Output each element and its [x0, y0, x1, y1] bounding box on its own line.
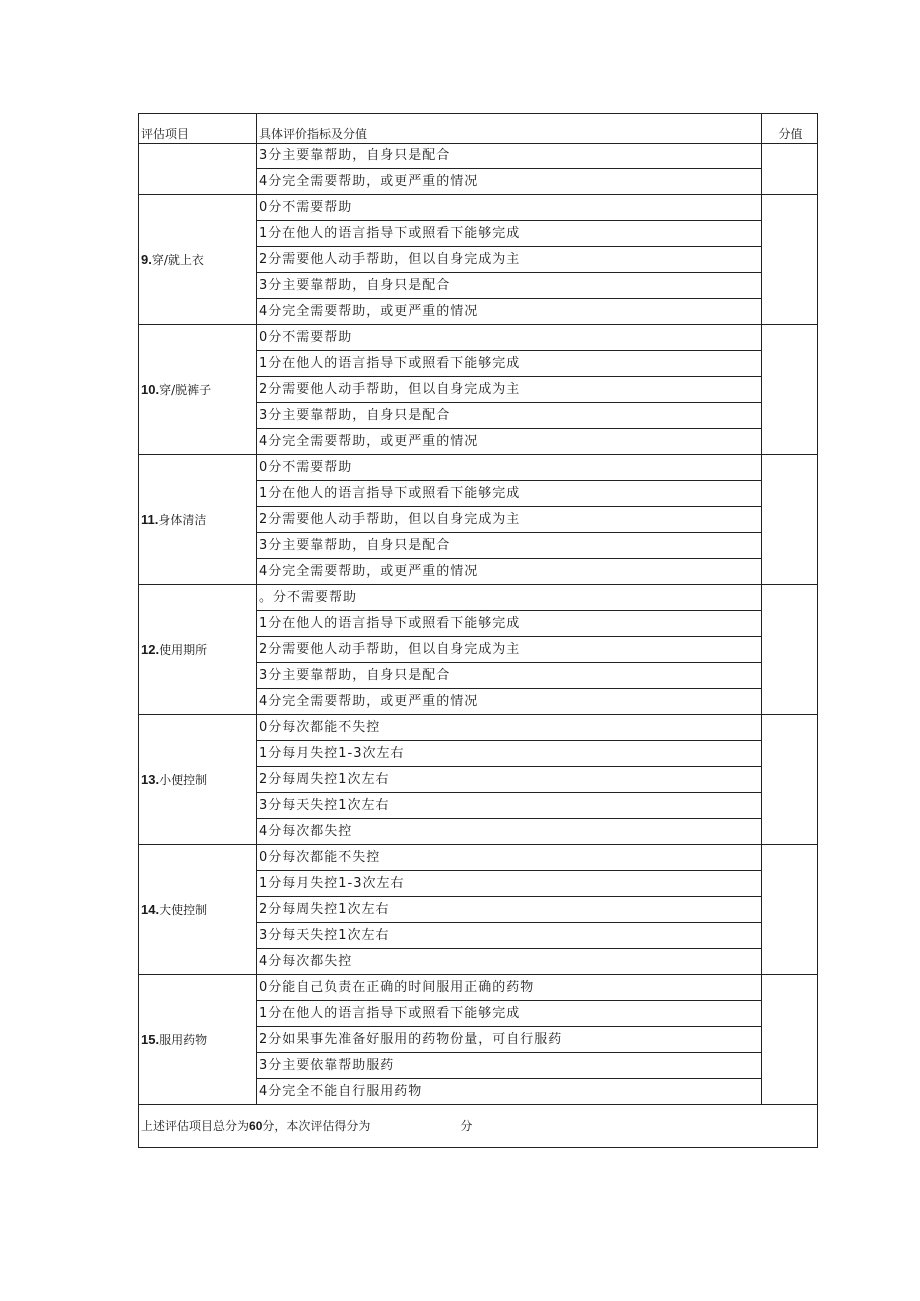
item-name-cell [139, 585, 257, 715]
criteria-option: 0分不需要帮助 [257, 325, 762, 351]
assessment-table [138, 113, 818, 1148]
item-number: 11. [141, 511, 159, 527]
footer-prefix: 上述评估项目总分为 [141, 1119, 250, 1133]
item-name: 身体清洁 [158, 512, 207, 527]
criteria-option: 1分在他人的语言指导下或照看下能够完成 [257, 221, 762, 247]
footer-row [139, 1105, 818, 1148]
item-name-cell [139, 455, 257, 585]
criteria-option: 0分每次都能不失控 [257, 715, 762, 741]
option-row [139, 585, 818, 611]
continuation-option: 3分主要靠帮助，自身只是配合 [257, 144, 762, 169]
criteria-option: 3分主要靠帮助，自身只是配合 [257, 663, 762, 689]
criteria-option: 2分需要他人动手帮助，但以自身完成为主 [257, 377, 762, 403]
score-cell[interactable] [762, 585, 818, 715]
item-number: 9. [141, 251, 152, 267]
header-score: 分值 [762, 114, 818, 144]
item-number: 10. [141, 381, 160, 397]
criteria-option: 4分完全需要帮助，或更严重的情况 [257, 689, 762, 715]
continuation-score-cell [762, 144, 818, 195]
criteria-option: 1分每月失控1-3次左右 [257, 871, 762, 897]
score-cell[interactable] [762, 325, 818, 455]
criteria-option: 3分主要靠帮助，自身只是配合 [257, 273, 762, 299]
option-row [139, 325, 818, 351]
footer-suffix: 分 [460, 1119, 473, 1133]
option-row [139, 455, 818, 481]
criteria-option: 2分需要他人动手帮助，但以自身完成为主 [257, 507, 762, 533]
criteria-option: 1分在他人的语言指导下或照看下能够完成 [257, 481, 762, 507]
option-row [139, 975, 818, 1001]
footer-middle: 分，本次评估得分为 [262, 1119, 371, 1133]
header-criteria: 具体评价指标及分值 [257, 114, 762, 144]
option-row [139, 715, 818, 741]
criteria-option: 4分完全不能自行服用药物 [257, 1079, 762, 1105]
criteria-option: 2分每周失控1次左右 [257, 767, 762, 793]
criteria-option: 0分能自己负责在正确的时间服用正确的药物 [257, 975, 762, 1001]
item-name-cell [139, 845, 257, 975]
score-cell[interactable] [762, 455, 818, 585]
option-row [139, 845, 818, 871]
item-name-cell [139, 975, 257, 1105]
criteria-option: 0分每次都能不失控 [257, 845, 762, 871]
continuation-item-cell [139, 144, 257, 195]
option-row [139, 195, 818, 221]
criteria-option: 2分如果事先准备好服用的药物份量，可自行服药 [257, 1027, 762, 1053]
criteria-option: 3分主要靠帮助，自身只是配合 [257, 403, 762, 429]
continuation-option: 4分完全需要帮助，或更严重的情况 [257, 169, 762, 195]
footer-total: 60 [249, 1119, 263, 1133]
item-name: 使用期所 [159, 642, 208, 657]
header-row [139, 114, 818, 144]
criteria-option: 3分每天失控1次左右 [257, 793, 762, 819]
item-name: 小便控制 [159, 772, 208, 787]
score-cell[interactable] [762, 195, 818, 325]
total-score-statement [139, 1105, 818, 1148]
item-number: 12. [141, 641, 160, 657]
criteria-option: 2分需要他人动手帮助，但以自身完成为主 [257, 247, 762, 273]
criteria-option: 4分完全需要帮助，或更严重的情况 [257, 429, 762, 455]
item-name: 穿/就上衣 [151, 252, 204, 267]
criteria-option: 4分每次都失控 [257, 949, 762, 975]
criteria-option: 3分每天失控1次左右 [257, 923, 762, 949]
item-number: 15. [141, 1031, 160, 1047]
criteria-option: 。分不需要帮助 [257, 585, 762, 611]
item-name: 大使控制 [159, 902, 208, 917]
criteria-option: 0分不需要帮助 [257, 195, 762, 221]
score-cell[interactable] [762, 975, 818, 1105]
continuation-row [139, 144, 818, 169]
criteria-option: 4分每次都失控 [257, 819, 762, 845]
item-name-cell [139, 195, 257, 325]
criteria-option: 1分在他人的语言指导下或照看下能够完成 [257, 351, 762, 377]
criteria-option: 2分需要他人动手帮助，但以自身完成为主 [257, 637, 762, 663]
item-name-cell [139, 325, 257, 455]
score-cell[interactable] [762, 845, 818, 975]
criteria-option: 3分主要依靠帮助服药 [257, 1053, 762, 1079]
header-item: 评估项目 [139, 114, 257, 144]
criteria-option: 3分主要靠帮助，自身只是配合 [257, 533, 762, 559]
criteria-option: 1分在他人的语言指导下或照看下能够完成 [257, 1001, 762, 1027]
criteria-option: 0分不需要帮助 [257, 455, 762, 481]
item-number: 14. [141, 901, 160, 917]
criteria-option: 2分每周失控1次左右 [257, 897, 762, 923]
item-number: 13. [141, 771, 160, 787]
item-name: 穿/脱裤子 [159, 382, 212, 397]
criteria-option: 4分完全需要帮助，或更严重的情况 [257, 559, 762, 585]
criteria-option: 4分完全需要帮助，或更严重的情况 [257, 299, 762, 325]
criteria-option: 1分每月失控1-3次左右 [257, 741, 762, 767]
score-cell[interactable] [762, 715, 818, 845]
criteria-option: 1分在他人的语言指导下或照看下能够完成 [257, 611, 762, 637]
assessment-sheet [138, 113, 817, 1148]
item-name: 服用药物 [159, 1032, 208, 1047]
item-name-cell [139, 715, 257, 845]
